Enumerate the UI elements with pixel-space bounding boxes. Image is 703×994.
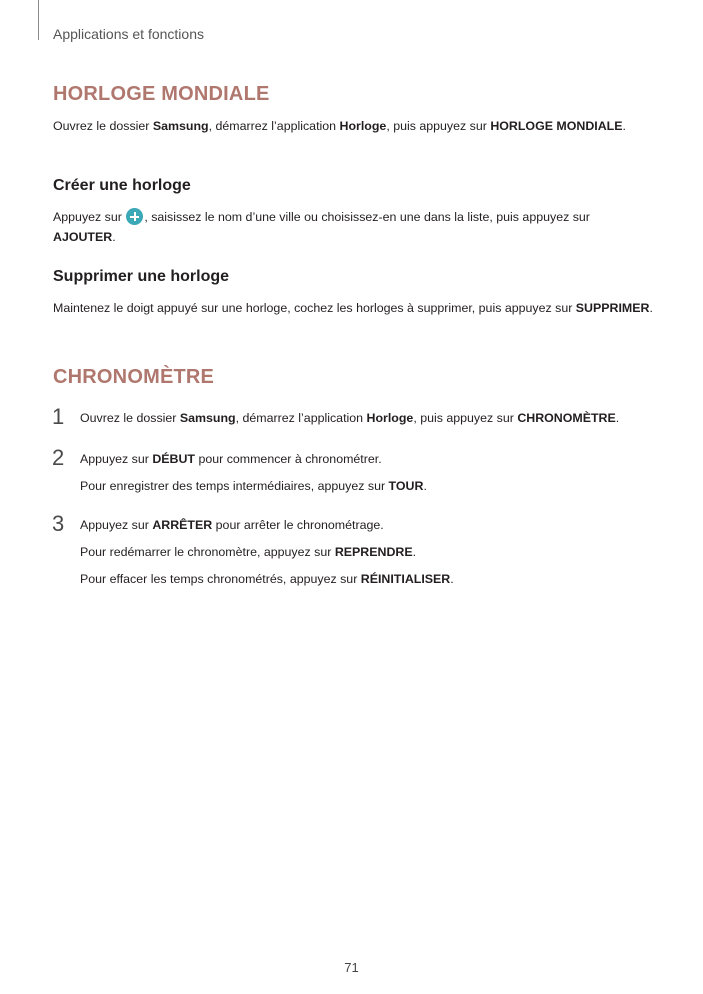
create-clock-text: Appuyez sur , saisissez le nom d’une ville ou choisissez-en une dans la liste, puis appuyez sur AJOUTER. <box>53 210 590 244</box>
world-clock-intro: Ouvrez le dossier Samsung, démarrez l’application Horloge, puis appuyez sur HORLOGE MONDIALE. <box>53 119 626 133</box>
margin-rule <box>38 0 39 40</box>
step-2-line-2: Pour enregistrer des temps intermédiaires, appuyez sur TOUR. <box>80 479 427 493</box>
section-header: Applications et fonctions <box>53 26 204 42</box>
delete-clock-text: Maintenez le doigt appuyé sur une horloge, cochez les horloges à supprimer, puis appuyez sur SUPPRIMER. <box>53 301 653 315</box>
step-number-3: 3 <box>52 511 65 536</box>
world-clock-title: HORLOGE MONDIALE <box>53 83 270 105</box>
step-3-line-1: Appuyez sur ARRÊTER pour arrêter le chronométrage. <box>80 518 384 532</box>
create-clock-title: Créer une horloge <box>53 177 191 194</box>
step-number-2: 2 <box>52 445 65 470</box>
step-2-line-1: Appuyez sur DÉBUT pour commencer à chronométrer. <box>80 452 382 466</box>
delete-clock-title: Supprimer une horloge <box>53 268 230 285</box>
stopwatch-title: CHRONOMÈTRE <box>53 366 215 388</box>
step-number-1: 1 <box>52 404 65 429</box>
step-3-line-3: Pour effacer les temps chronométrés, appuyez sur RÉINITIALISER. <box>80 572 454 586</box>
page-number: 71 <box>344 960 359 975</box>
step-1-line: Ouvrez le dossier Samsung, démarrez l’application Horloge, puis appuyez sur CHRONOMÈTRE. <box>80 411 620 425</box>
add-plus-icon <box>126 208 143 225</box>
step-3-line-2: Pour redémarrer le chronomètre, appuyez sur REPRENDRE. <box>80 545 417 559</box>
